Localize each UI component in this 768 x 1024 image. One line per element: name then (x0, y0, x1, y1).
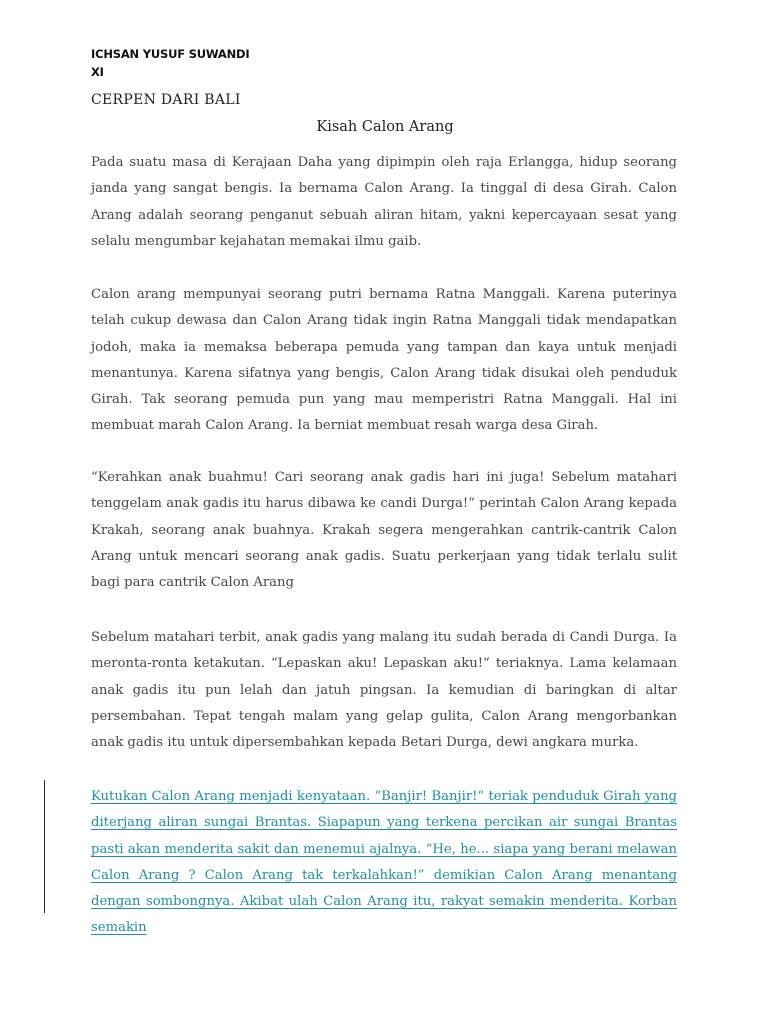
class-label: XI (91, 65, 104, 79)
paragraph-5-tracked-change[interactable]: Kutukan Calon Arang menjadi kenyataan. “Banjir! Banjir!“ teriak penduduk Girah yang diterjang aliran sungai Brantas. Siapapun yang terkena percikan air sungai Brantas pasti akan menderita sakit dan menemui ajalnya. “He, he... siapa yang berani melawan Calon Arang ? Calon Arang tak terkalahkan!” demikian Calon Arang menantang dengan sombongnya. Akibat ulah Calon Arang itu, rakyat semakin menderita. Korban semakin (91, 789, 677, 936)
paragraph-1: Pada suatu masa di Kerajaan Daha yang dipimpin oleh raja Erlangga, hidup seorang janda yang sangat bengis. Ia bernama Calon Arang. Ia tinggal di desa Girah. Calon Arang adalah seorang penganut sebuah aliran hitam, yakni kepercayaan sesat yang selalu mengumbar kejahatan memakai ilmu gaib. (91, 155, 677, 249)
author-name: ICHSAN YUSUF SUWANDI (91, 47, 250, 61)
story-title-text: Kisah Calon Arang (316, 119, 454, 135)
story-title (0, 119, 768, 135)
paragraph-3: “Kerahkan anak buahmu! Cari seorang anak gadis hari ini juga! Sebelum matahari tenggelam anak gadis itu harus dibawa ke candi Durga!“ perintah Calon Arang kepada Krakah, seorang anak buahnya. Krakah segera mengerahkan cantrik-cantrik Calon Arang untuk mencari seorang anak gadis. Suatu perkerjaan yang tidak terlalu sulit bagi para cantrik Calon Arang (91, 470, 677, 591)
paragraph-4: Sebelum matahari terbit, anak gadis yang malang itu sudah berada di Candi Durga. Ia meronta-ronta ketakutan. “Lepaskan aku! Lepaskan aku!“ teriaknya. Lama kelamaan anak gadis itu pun lelah dan jatuh pingsan. Ia kemudian di baringkan di altar persembahan. Tepat tengah malam yang gelap gulita, Calon Arang mengorbankan anak gadis itu untuk dipersembahkan kepada Betari Durga, dewi angkara murka. (91, 630, 677, 751)
tracked-change-bar (44, 780, 45, 913)
section-heading: CERPEN DARI BALI (91, 92, 241, 108)
paragraph-2: Calon arang mempunyai seorang putri bernama Ratna Manggali. Karena puterinya telah cukup dewasa dan Calon Arang tidak ingin Ratna Manggali tidak mendapatkan jodoh, maka ia memaksa beberapa pemuda yang tampan dan kaya untuk menjadi menantunya. Karena sifatnya yang bengis, Calon Arang tidak disukai oleh penduduk Girah. Tak seorang pemuda pun yang mau memperistri Ratna Manggali. Hal ini membuat marah Calon Arang. Ia berniat membuat resah warga desa Girah. (91, 287, 677, 434)
